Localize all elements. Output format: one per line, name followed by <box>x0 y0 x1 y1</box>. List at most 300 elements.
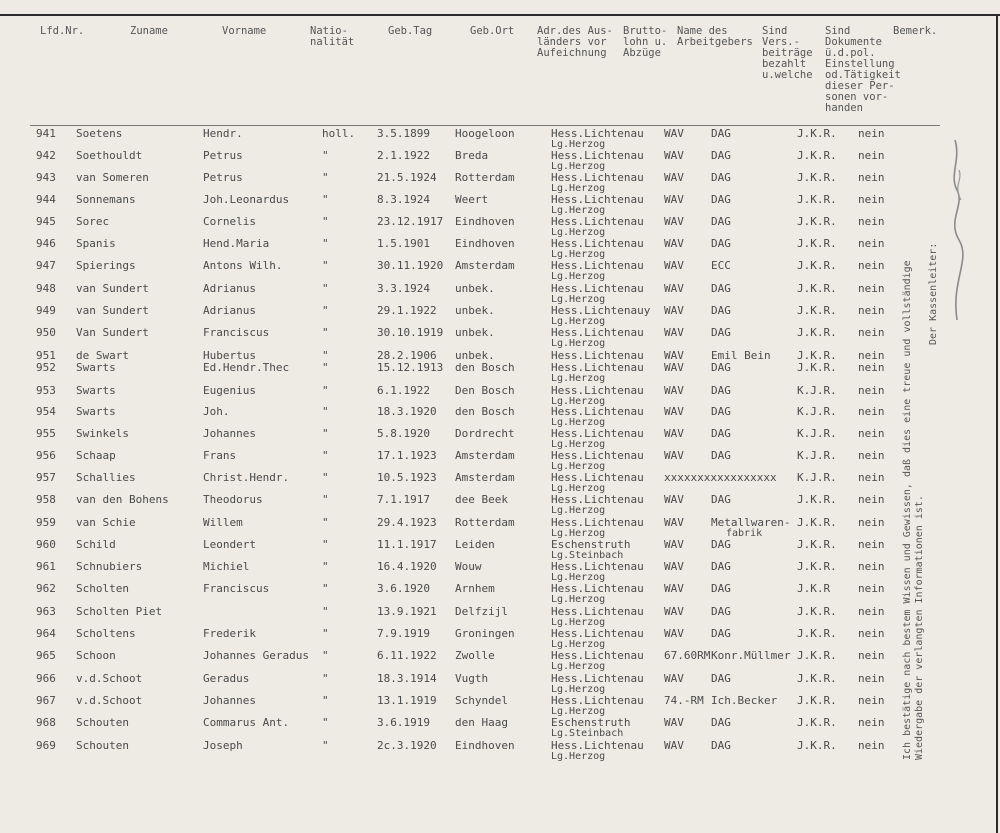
cell-birth-date: 5.8.1920 <box>377 427 430 440</box>
cell-address-line-2: Lg.Herzog <box>551 528 606 539</box>
cell-documents: nein <box>858 259 885 272</box>
cell-address: Hess.Lichtenau <box>551 582 644 595</box>
cell-address-line-2: Lg.Herzog <box>551 751 606 762</box>
cell-wage: WAV <box>664 605 684 618</box>
cell-address-line-2: Lg.Herzog <box>551 461 606 472</box>
header-nationality: Natio- nalität <box>310 25 355 48</box>
cell-surname: Schaap <box>76 449 116 462</box>
cell-birth-date: 18.3.1920 <box>377 405 437 418</box>
cell-entry-number: 966 <box>36 672 56 685</box>
cell-wage: WAV <box>664 349 684 362</box>
cell-nationality: " <box>322 282 329 295</box>
cell-address: Hess.Lichtenau <box>551 361 644 374</box>
cell-address: Hess.Lichtenau <box>551 215 644 228</box>
cell-address-line-2: Lg.Herzog <box>551 139 606 150</box>
cell-employer: DAG <box>711 215 731 228</box>
cell-entry-number: 963 <box>36 605 56 618</box>
cell-birth-date: 2c.3.1920 <box>377 739 437 752</box>
cell-entry-number: 947 <box>36 259 56 272</box>
cell-entry-number: 952 <box>36 361 56 374</box>
cell-first-name: Ed.Hendr.Thec <box>203 361 290 374</box>
cell-wage: WAV <box>664 215 684 228</box>
header-rule <box>30 125 940 126</box>
cell-address-line-2: Lg.Herzog <box>551 706 606 717</box>
cell-insurance: J.K.R. <box>797 149 837 162</box>
cell-surname: v.d.Schoot <box>76 694 143 707</box>
cell-address-line-2: Lg.Herzog <box>551 572 606 583</box>
cell-employer: DAG <box>711 384 731 397</box>
cell-address-line-2: Lg.Herzog <box>551 684 606 695</box>
cell-birth-place: Rotterdam <box>455 171 515 184</box>
cell-insurance: J.K.R. <box>797 304 837 317</box>
cell-surname: Swarts <box>76 384 116 397</box>
cell-insurance: J.K.R. <box>797 694 837 707</box>
cell-nationality: " <box>322 384 329 397</box>
cell-entry-number: 951 <box>36 349 56 362</box>
cell-address-line-2: Lg.Steinbach <box>551 550 624 561</box>
cell-wage: WAV <box>664 405 684 418</box>
cell-documents: nein <box>858 471 885 484</box>
cell-address-line-2: Lg.Herzog <box>551 249 606 260</box>
cell-documents: nein <box>858 493 885 506</box>
cell-birth-place: den Bosch <box>455 405 515 418</box>
cell-employer: Metallwaren- <box>711 516 791 529</box>
cell-birth-date: 2.1.1922 <box>377 149 430 162</box>
cell-birth-date: 3.6.1919 <box>377 716 430 729</box>
header-nr: Lfd.Nr. <box>40 25 85 37</box>
top-border <box>0 14 1000 16</box>
cell-birth-place: Rotterdam <box>455 516 515 529</box>
cell-employer: DAG <box>711 171 731 184</box>
cell-address-line-2: Lg.Herzog <box>551 483 606 494</box>
cell-entry-number: 959 <box>36 516 56 529</box>
cell-surname: Swarts <box>76 405 116 418</box>
cell-nationality: " <box>322 605 329 618</box>
cell-documents: nein <box>858 384 885 397</box>
cell-documents: nein <box>858 449 885 462</box>
cell-insurance: K.J.R. <box>797 427 837 440</box>
cell-address-line-2: Lg.Herzog <box>551 594 606 605</box>
cell-nationality: holl. <box>322 127 356 140</box>
cell-surname: Sonnemans <box>76 193 136 206</box>
cell-address: Hess.Lichtenau <box>551 672 644 685</box>
cell-birth-date: 13.9.1921 <box>377 605 437 618</box>
cell-wage: WAV <box>664 716 684 729</box>
cell-wage: WAV <box>664 171 684 184</box>
cell-address-line-2: Lg.Herzog <box>551 205 606 216</box>
cell-employer: Ich.Becker <box>711 694 778 707</box>
cell-surname: van Schie <box>76 516 136 529</box>
cell-address-line-2: Lg.Steinbach <box>551 728 624 739</box>
cell-birth-date: 21.5.1924 <box>377 171 437 184</box>
cell-documents: nein <box>858 193 885 206</box>
cell-surname: Sorec <box>76 215 110 228</box>
cell-address: Hess.Lichtenau <box>551 149 644 162</box>
cell-documents: nein <box>858 326 885 339</box>
cell-address-line-2: Lg.Herzog <box>551 373 606 384</box>
cell-nationality: " <box>322 349 329 362</box>
cell-insurance: K.J.R. <box>797 449 837 462</box>
cell-documents: nein <box>858 304 885 317</box>
cell-nationality: " <box>322 649 329 662</box>
table-row <box>0 740 1000 770</box>
cell-employer: DAG <box>711 361 731 374</box>
cell-address-line-2: Lg.Herzog <box>551 227 606 238</box>
cell-birth-date: 7.1.1917 <box>377 493 430 506</box>
cell-first-name: Eugenius <box>203 384 256 397</box>
cell-birth-place: Vugth <box>455 672 489 685</box>
header-address: Adr.des Aus- länders vor Aufeichnung <box>537 25 613 59</box>
cell-birth-date: 10.5.1923 <box>377 471 437 484</box>
cell-address: Hess.Lichtenau <box>551 127 644 140</box>
cell-documents: nein <box>858 649 885 662</box>
cell-address: Hess.Lichtenau <box>551 694 644 707</box>
cell-surname: v.d.Schoot <box>76 672 143 685</box>
cell-address: Hess.Lichtenau <box>551 649 644 662</box>
cell-surname: Schnubiers <box>76 560 143 573</box>
cell-address: Hess.Lichtenau <box>551 739 644 752</box>
cell-documents: nein <box>858 405 885 418</box>
cell-birth-place: Dordrecht <box>455 427 515 440</box>
cell-address: Eschenstruth <box>551 716 631 729</box>
cell-employer: DAG <box>711 427 731 440</box>
cell-insurance: J.K.R. <box>797 538 837 551</box>
cell-birth-date: 23.12.1917 <box>377 215 444 228</box>
cell-first-name: Geradus <box>203 672 250 685</box>
cell-first-name: Petrus <box>203 149 243 162</box>
cell-address-line-2: Lg.Herzog <box>551 294 606 305</box>
cell-documents: nein <box>858 127 885 140</box>
certification-line-2: Wiedergabe der verlangten Informationen ist. <box>914 495 925 760</box>
cell-documents: nein <box>858 516 885 529</box>
cell-address: Hess.Lichtenau <box>551 171 644 184</box>
cell-first-name: Adrianus <box>203 282 256 295</box>
cell-birth-place: den Haag <box>455 716 508 729</box>
cell-first-name: Joh. <box>203 405 230 418</box>
cell-employer-line-2: fabrik <box>726 528 763 539</box>
cell-birth-place: Amsterdam <box>455 471 515 484</box>
cell-birth-place: unbek. <box>455 304 495 317</box>
cell-nationality: " <box>322 672 329 685</box>
cell-wage: WAV <box>664 259 684 272</box>
cell-employer: DAG <box>711 282 731 295</box>
cell-employer: DAG <box>711 739 731 752</box>
cell-birth-date: 17.1.1923 <box>377 449 437 462</box>
cell-address: Hess.Lichtenau <box>551 259 644 272</box>
cell-wage: WAV <box>664 304 684 317</box>
cell-insurance: J.K.R. <box>797 493 837 506</box>
cell-first-name: Hubertus <box>203 349 256 362</box>
cell-surname: Swarts <box>76 361 116 374</box>
cell-address-line-2: Lg.Herzog <box>551 271 606 282</box>
cell-insurance: J.K.R. <box>797 361 837 374</box>
cell-wage: xxxxxxxxxxxxxxxxx <box>664 471 777 484</box>
cell-address-line-2: Lg.Herzog <box>551 338 606 349</box>
cell-entry-number: 969 <box>36 739 56 752</box>
cell-entry-number: 962 <box>36 582 56 595</box>
cell-surname: van Sundert <box>76 304 149 317</box>
cell-address: Hess.Lichtenau <box>551 560 644 573</box>
cell-address: Eschenstruth <box>551 538 631 551</box>
cell-address-line-2: Lg.Herzog <box>551 661 606 672</box>
cell-address: Hess.Lichtenau <box>551 493 644 506</box>
cell-first-name: Johannes <box>203 694 256 707</box>
cell-address-line-2: Lg.Herzog <box>551 639 606 650</box>
cell-wage: WAV <box>664 582 684 595</box>
cell-nationality: " <box>322 237 329 250</box>
cell-wage: WAV <box>664 449 684 462</box>
cell-wage: WAV <box>664 384 684 397</box>
header-wage: Brutto- lohn u. Abzüge <box>623 25 668 59</box>
cell-nationality: " <box>322 627 329 640</box>
cell-first-name: Johannes Geradus <box>203 649 309 662</box>
cell-documents: nein <box>858 282 885 295</box>
cell-surname: Scholten <box>76 582 129 595</box>
cell-documents: nein <box>858 237 885 250</box>
cell-documents: nein <box>858 605 885 618</box>
cell-insurance: J.K.R. <box>797 282 837 295</box>
cell-address: Hess.Lichtenau <box>551 237 644 250</box>
cell-surname: Spanis <box>76 237 116 250</box>
cell-entry-number: 953 <box>36 384 56 397</box>
cell-first-name: Johannes <box>203 427 256 440</box>
cell-entry-number: 955 <box>36 427 56 440</box>
cell-surname: Swinkels <box>76 427 129 440</box>
cell-birth-place: Amsterdam <box>455 259 515 272</box>
cell-wage: WAV <box>664 516 684 529</box>
cell-employer: DAG <box>711 449 731 462</box>
cell-address: Hess.Lichtenau <box>551 349 644 362</box>
cell-birth-date: 7.9.1919 <box>377 627 430 640</box>
cell-entry-number: 954 <box>36 405 56 418</box>
header-birth-date: Geb.Tag <box>388 25 433 37</box>
cell-birth-place: Leiden <box>455 538 495 551</box>
cell-address-line-2: Lg.Herzog <box>551 417 606 428</box>
cell-birth-place: Eindhoven <box>455 237 515 250</box>
cell-birth-date: 30.10.1919 <box>377 326 444 339</box>
cell-wage: WAV <box>664 538 684 551</box>
cell-wage: 74.-RM <box>664 694 704 707</box>
cell-surname: Van Sundert <box>76 326 149 339</box>
cell-birth-date: 3.6.1920 <box>377 582 430 595</box>
cell-first-name: Michiel <box>203 560 250 573</box>
cell-insurance: J.K.R <box>797 582 831 595</box>
cell-surname: Schouten <box>76 716 129 729</box>
cell-wage: WAV <box>664 326 684 339</box>
cell-employer: DAG <box>711 493 731 506</box>
cell-employer: DAG <box>711 149 731 162</box>
cell-wage: WAV <box>664 672 684 685</box>
cell-documents: nein <box>858 672 885 685</box>
cell-birth-place: Eindhoven <box>455 739 515 752</box>
cell-first-name: Frans <box>203 449 237 462</box>
cell-nationality: " <box>322 149 329 162</box>
cell-birth-place: den Bosch <box>455 361 515 374</box>
cell-entry-number: 964 <box>36 627 56 640</box>
cell-employer: DAG <box>711 605 731 618</box>
cell-birth-place: Amsterdam <box>455 449 515 462</box>
cell-birth-place: Wouw <box>455 560 482 573</box>
cell-address-line-2: Lg.Herzog <box>551 316 606 327</box>
cell-employer: DAG <box>711 582 731 595</box>
cell-nationality: " <box>322 405 329 418</box>
cell-surname: Scholten Piet <box>76 605 163 618</box>
cell-nationality: " <box>322 716 329 729</box>
cell-address: Hess.Lichtenau <box>551 193 644 206</box>
cell-birth-date: 3.3.1924 <box>377 282 430 295</box>
cell-entry-number: 946 <box>36 237 56 250</box>
cell-employer: DAG <box>711 127 731 140</box>
cell-first-name: Adrianus <box>203 304 256 317</box>
cell-documents: nein <box>858 716 885 729</box>
cell-wage: WAV <box>664 627 684 640</box>
cell-employer: DAG <box>711 560 731 573</box>
cell-entry-number: 958 <box>36 493 56 506</box>
cell-birth-place: dee Beek <box>455 493 508 506</box>
cell-entry-number: 950 <box>36 326 56 339</box>
header-birth-place: Geb.Ort <box>470 25 515 37</box>
cell-first-name: Joseph <box>203 739 243 752</box>
cell-birth-date: 6.1.1922 <box>377 384 430 397</box>
cell-nationality: " <box>322 361 329 374</box>
header-remarks: Bemerk. <box>893 25 938 37</box>
cell-address: Hess.Lichtenau <box>551 282 644 295</box>
cell-insurance: K.J.R. <box>797 471 837 484</box>
cell-birth-place: Eindhoven <box>455 215 515 228</box>
cell-insurance: J.K.R. <box>797 171 837 184</box>
cell-first-name: Willem <box>203 516 243 529</box>
cell-birth-place: unbek. <box>455 282 495 295</box>
cell-first-name: Joh.Leonardus <box>203 193 290 206</box>
cell-address: Hess.Lichtenau <box>551 627 644 640</box>
cell-entry-number: 949 <box>36 304 56 317</box>
cell-surname: Schoon <box>76 649 116 662</box>
cell-birth-date: 18.3.1914 <box>377 672 437 685</box>
cell-entry-number: 941 <box>36 127 56 140</box>
cell-surname: van Sundert <box>76 282 149 295</box>
cell-surname: van Someren <box>76 171 149 184</box>
cell-insurance: J.K.R. <box>797 516 837 529</box>
cell-surname: Spierings <box>76 259 136 272</box>
cell-birth-date: 13.1.1919 <box>377 694 437 707</box>
cell-surname: Schild <box>76 538 116 551</box>
cell-entry-number: 945 <box>36 215 56 228</box>
cell-address-line-2: Lg.Herzog <box>551 617 606 628</box>
cell-insurance: J.K.R. <box>797 627 837 640</box>
cell-employer: DAG <box>711 672 731 685</box>
cell-nationality: " <box>322 694 329 707</box>
cell-birth-date: 30.11.1920 <box>377 259 444 272</box>
cell-birth-date: 3.5.1899 <box>377 127 430 140</box>
cell-birth-date: 16.4.1920 <box>377 560 437 573</box>
cell-birth-place: Schyndel <box>455 694 508 707</box>
cell-insurance: J.K.R. <box>797 672 837 685</box>
cell-surname: Schallies <box>76 471 136 484</box>
cell-employer: DAG <box>711 304 731 317</box>
cell-nationality: " <box>322 193 329 206</box>
cell-nationality: " <box>322 326 329 339</box>
cell-address: Hess.Lichtenau <box>551 605 644 618</box>
cell-employer: DAG <box>711 716 731 729</box>
cell-nationality: " <box>322 538 329 551</box>
cell-nationality: " <box>322 516 329 529</box>
cell-nationality: " <box>322 215 329 228</box>
cell-employer: Emil Bein <box>711 349 771 362</box>
cell-address: Hess.Lichtenauy <box>551 304 651 317</box>
cell-nationality: " <box>322 304 329 317</box>
cell-address: Hess.Lichtenau <box>551 326 644 339</box>
cell-address: Hess.Lichtenau <box>551 516 644 529</box>
cell-surname: Schouten <box>76 739 129 752</box>
cell-employer: DAG <box>711 193 731 206</box>
cell-documents: nein <box>858 171 885 184</box>
cell-address: Hess.Lichtenau <box>551 471 644 484</box>
cell-insurance: K.J.R. <box>797 405 837 418</box>
cell-wage: WAV <box>664 237 684 250</box>
cell-employer: DAG <box>711 538 731 551</box>
header-documents: Sind Dokumente ü.d.pol. Einstellung od.Tätigkeit dieser Per- sonen vor- handen <box>825 25 901 114</box>
cell-insurance: J.K.R. <box>797 215 837 228</box>
cell-nationality: " <box>322 171 329 184</box>
cell-address-line-2: Lg.Herzog <box>551 161 606 172</box>
cell-insurance: J.K.R. <box>797 259 837 272</box>
cell-documents: nein <box>858 361 885 374</box>
cell-first-name: Petrus <box>203 171 243 184</box>
signer-label: Der Kassenleiter: <box>928 242 939 345</box>
cell-first-name: Hendr. <box>203 127 243 140</box>
cell-nationality: " <box>322 582 329 595</box>
cell-first-name: Frederik <box>203 627 256 640</box>
cell-entry-number: 956 <box>36 449 56 462</box>
cell-nationality: " <box>322 739 329 752</box>
cell-birth-date: 11.1.1917 <box>377 538 437 551</box>
cell-insurance: J.K.R. <box>797 127 837 140</box>
cell-entry-number: 961 <box>36 560 56 573</box>
cell-wage: WAV <box>664 361 684 374</box>
cell-documents: nein <box>858 427 885 440</box>
cell-entry-number: 944 <box>36 193 56 206</box>
cell-wage: WAV <box>664 427 684 440</box>
cell-first-name: Cornelis <box>203 215 256 228</box>
cell-employer: Konr.Müllmer <box>711 649 791 662</box>
cell-surname: Soetens <box>76 127 123 140</box>
header-zuname: Zuname <box>130 25 168 37</box>
cell-address-line-2: Lg.Herzog <box>551 396 606 407</box>
cell-first-name: Christ.Hendr. <box>203 471 290 484</box>
cell-wage: 67.60RM <box>664 649 711 662</box>
cell-birth-date: 1.5.1901 <box>377 237 430 250</box>
cell-birth-place: Breda <box>455 149 489 162</box>
certification-line-1: Ich bestätige nach bestem Wissen und Gewissen, daß dies eine treue und vollständige <box>902 260 913 760</box>
cell-documents: nein <box>858 694 885 707</box>
cell-employer: ECC <box>711 259 731 272</box>
cell-insurance: J.K.R. <box>797 605 837 618</box>
cell-birth-date: 29.4.1923 <box>377 516 437 529</box>
cell-first-name: Leondert <box>203 538 256 551</box>
cell-employer: DAG <box>711 405 731 418</box>
cell-wage: WAV <box>664 560 684 573</box>
header-vorname: Vorname <box>222 25 267 37</box>
cell-birth-date: 29.1.1922 <box>377 304 437 317</box>
cell-entry-number: 948 <box>36 282 56 295</box>
cell-address-line-2: Lg.Herzog <box>551 505 606 516</box>
cell-birth-place: Weert <box>455 193 489 206</box>
handwritten-signature <box>935 130 969 330</box>
cell-address: Hess.Lichtenau <box>551 427 644 440</box>
cell-insurance: J.K.R. <box>797 326 837 339</box>
cell-wage: WAV <box>664 149 684 162</box>
cell-wage: WAV <box>664 739 684 752</box>
